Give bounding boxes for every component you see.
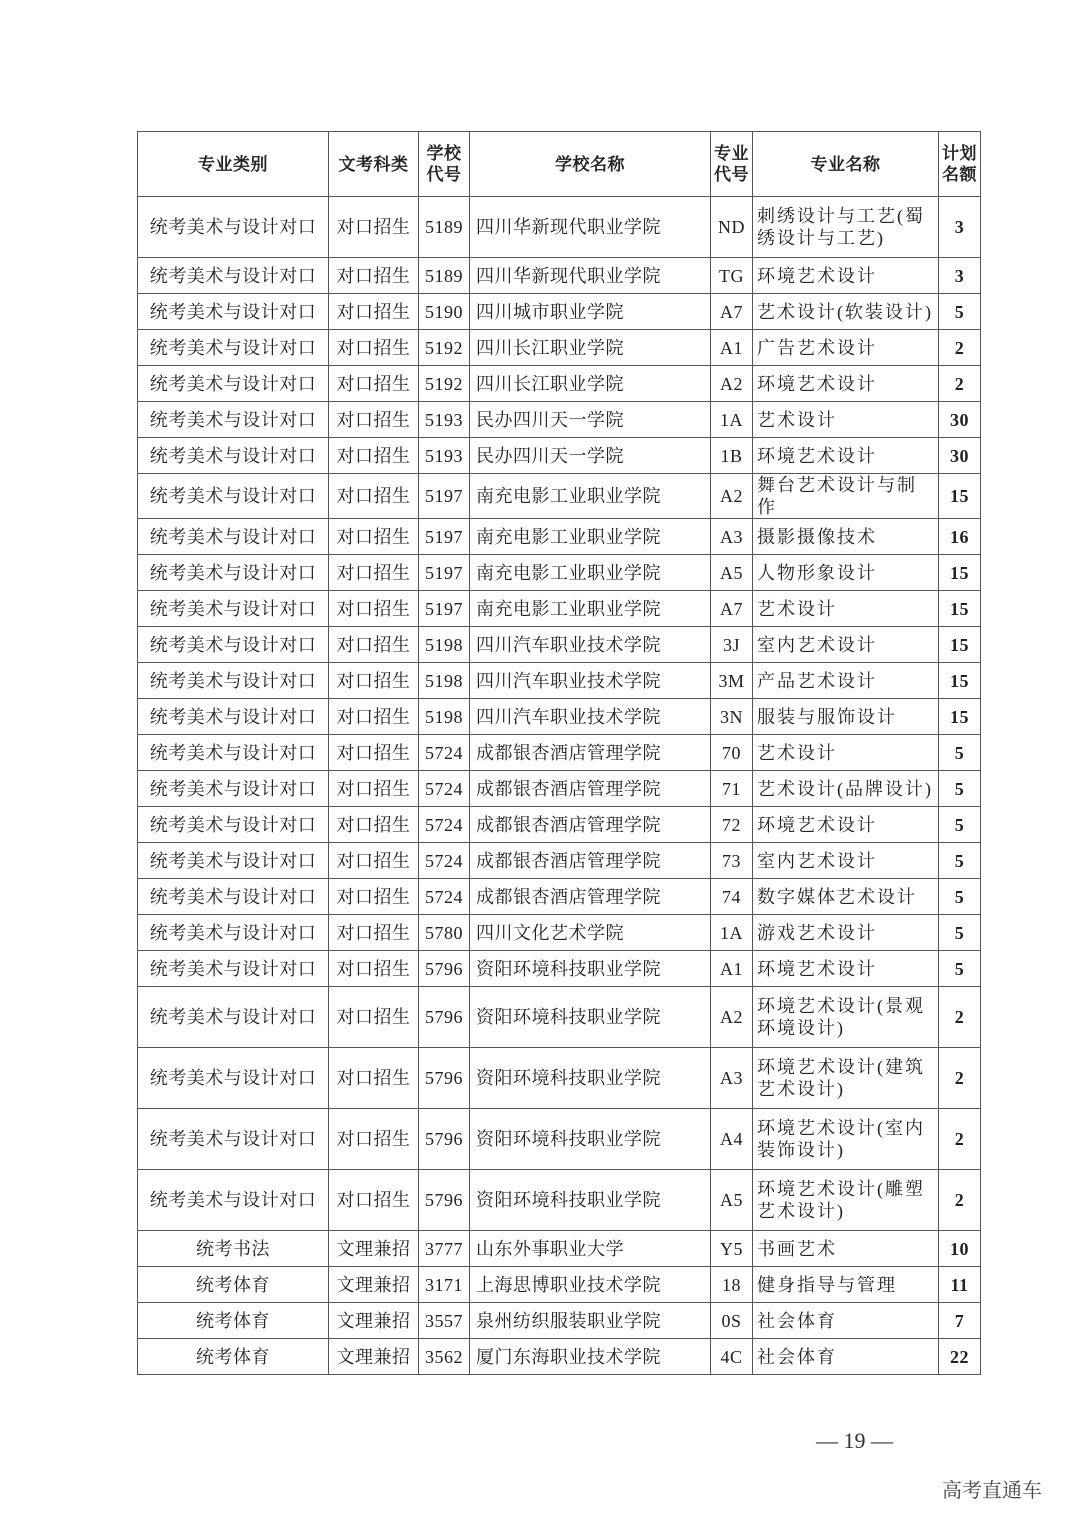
cell-school-code: 5192 — [419, 330, 470, 366]
cell-school-name: 四川汽车职业技术学院 — [470, 699, 711, 735]
cell-school-code: 5189 — [419, 197, 470, 258]
table-row — [138, 627, 981, 663]
cell-school-name: 成都银杏酒店管理学院 — [470, 843, 711, 879]
cell-quota: 2 — [939, 1170, 981, 1231]
header-school-code: 学校代号 — [419, 132, 470, 197]
cell-subject-type: 对口招生 — [329, 519, 419, 555]
cell-major-code: 71 — [711, 771, 753, 807]
header-quota: 计划名额 — [939, 132, 981, 197]
cell-major-code: 73 — [711, 843, 753, 879]
cell-quota: 2 — [939, 1048, 981, 1109]
cell-subject-type: 对口招生 — [329, 987, 419, 1048]
page-number: — 19 — — [816, 1428, 893, 1453]
cell-school-code: 5724 — [419, 843, 470, 879]
cell-major-code: TG — [711, 258, 753, 294]
watermark: 高考直通车 — [942, 1480, 1042, 1502]
cell-school-code: 5198 — [419, 699, 470, 735]
cell-quota: 15 — [939, 663, 981, 699]
cell-school-name: 山东外事职业大学 — [470, 1231, 711, 1267]
cell-subject-type: 对口招生 — [329, 663, 419, 699]
cell-subject-type: 对口招生 — [329, 555, 419, 591]
table-row — [138, 402, 981, 438]
cell-major-name: 环境艺术设计 — [753, 438, 939, 474]
cell-school-code: 5197 — [419, 474, 470, 519]
cell-school-code: 5189 — [419, 258, 470, 294]
cell-quota: 2 — [939, 1109, 981, 1170]
cell-subject-type: 对口招生 — [329, 951, 419, 987]
cell-quota: 5 — [939, 843, 981, 879]
cell-quota: 15 — [939, 627, 981, 663]
cell-school-name: 资阳环境科技职业学院 — [470, 951, 711, 987]
cell-major-code: A3 — [711, 1048, 753, 1109]
cell-major-code: A2 — [711, 987, 753, 1048]
cell-quota: 15 — [939, 591, 981, 627]
cell-quota: 2 — [939, 366, 981, 402]
cell-school-name: 四川华新现代职业学院 — [470, 258, 711, 294]
cell-category: 统考美术与设计对口 — [138, 366, 329, 402]
cell-subject-type: 文理兼招 — [329, 1231, 419, 1267]
cell-quota: 2 — [939, 330, 981, 366]
cell-quota: 7 — [939, 1303, 981, 1339]
cell-quota: 5 — [939, 807, 981, 843]
cell-major-code: 4C — [711, 1339, 753, 1375]
cell-category: 统考美术与设计对口 — [138, 330, 329, 366]
cell-subject-type: 对口招生 — [329, 735, 419, 771]
table-row — [138, 197, 981, 258]
cell-major-name: 人物形象设计 — [753, 555, 939, 591]
cell-school-code: 5796 — [419, 987, 470, 1048]
table-row — [138, 1339, 981, 1375]
table-row — [138, 699, 981, 735]
cell-category: 统考美术与设计对口 — [138, 555, 329, 591]
cell-major-code: A2 — [711, 474, 753, 519]
cell-major-code: Y5 — [711, 1231, 753, 1267]
cell-category: 统考美术与设计对口 — [138, 197, 329, 258]
cell-major-name: 艺术设计(品牌设计) — [753, 771, 939, 807]
cell-school-name: 上海思博职业技术学院 — [470, 1267, 711, 1303]
cell-school-code: 5193 — [419, 402, 470, 438]
table-row — [138, 1231, 981, 1267]
cell-major-name: 广告艺术设计 — [753, 330, 939, 366]
cell-school-name: 四川汽车职业技术学院 — [470, 663, 711, 699]
cell-quota: 5 — [939, 294, 981, 330]
table-row — [138, 987, 981, 1048]
cell-school-name: 厦门东海职业技术学院 — [470, 1339, 711, 1375]
cell-major-code: A3 — [711, 519, 753, 555]
cell-quota: 3 — [939, 258, 981, 294]
cell-school-code: 5780 — [419, 915, 470, 951]
table-row — [138, 771, 981, 807]
cell-quota: 30 — [939, 438, 981, 474]
cell-subject-type: 对口招生 — [329, 1170, 419, 1231]
cell-major-code: 74 — [711, 879, 753, 915]
cell-subject-type: 对口招生 — [329, 330, 419, 366]
cell-school-code: 5724 — [419, 807, 470, 843]
cell-subject-type: 对口招生 — [329, 1048, 419, 1109]
cell-school-code: 3562 — [419, 1339, 470, 1375]
table-row — [138, 366, 981, 402]
cell-school-code: 5190 — [419, 294, 470, 330]
cell-school-name: 四川城市职业学院 — [470, 294, 711, 330]
cell-school-code: 3557 — [419, 1303, 470, 1339]
cell-school-code: 3777 — [419, 1231, 470, 1267]
cell-school-code: 5198 — [419, 627, 470, 663]
cell-subject-type: 对口招生 — [329, 879, 419, 915]
cell-subject-type: 对口招生 — [329, 771, 419, 807]
cell-school-code: 5796 — [419, 1170, 470, 1231]
table-row — [138, 258, 981, 294]
cell-category: 统考美术与设计对口 — [138, 1170, 329, 1231]
cell-school-name: 资阳环境科技职业学院 — [470, 1170, 711, 1231]
cell-major-code: 0S — [711, 1303, 753, 1339]
cell-quota: 11 — [939, 1267, 981, 1303]
cell-category: 统考体育 — [138, 1267, 329, 1303]
cell-major-name: 服装与服饰设计 — [753, 699, 939, 735]
table-row — [138, 438, 981, 474]
cell-category: 统考美术与设计对口 — [138, 771, 329, 807]
cell-school-name: 资阳环境科技职业学院 — [470, 1048, 711, 1109]
cell-major-name: 健身指导与管理 — [753, 1267, 939, 1303]
table-row — [138, 555, 981, 591]
cell-major-name: 社会体育 — [753, 1339, 939, 1375]
cell-category: 统考美术与设计对口 — [138, 1048, 329, 1109]
cell-major-code: 1B — [711, 438, 753, 474]
cell-major-name: 室内艺术设计 — [753, 627, 939, 663]
cell-subject-type: 对口招生 — [329, 591, 419, 627]
cell-quota: 16 — [939, 519, 981, 555]
cell-subject-type: 对口招生 — [329, 402, 419, 438]
header-major-code: 专业代号 — [711, 132, 753, 197]
cell-quota: 10 — [939, 1231, 981, 1267]
cell-category: 统考美术与设计对口 — [138, 591, 329, 627]
table-row — [138, 663, 981, 699]
cell-school-name: 成都银杏酒店管理学院 — [470, 807, 711, 843]
cell-school-name: 资阳环境科技职业学院 — [470, 987, 711, 1048]
cell-category: 统考美术与设计对口 — [138, 843, 329, 879]
table-row — [138, 1048, 981, 1109]
cell-major-name: 刺绣设计与工艺(蜀绣设计与工艺) — [753, 197, 939, 258]
cell-quota: 15 — [939, 699, 981, 735]
cell-school-name: 泉州纺织服装职业学院 — [470, 1303, 711, 1339]
cell-category: 统考体育 — [138, 1303, 329, 1339]
cell-subject-type: 文理兼招 — [329, 1303, 419, 1339]
cell-school-name: 四川长江职业学院 — [470, 366, 711, 402]
cell-category: 统考美术与设计对口 — [138, 627, 329, 663]
cell-major-code: A1 — [711, 951, 753, 987]
table-row — [138, 591, 981, 627]
cell-school-name: 四川长江职业学院 — [470, 330, 711, 366]
cell-major-name: 数字媒体艺术设计 — [753, 879, 939, 915]
cell-major-name: 舞台艺术设计与制作 — [753, 474, 939, 519]
table-row — [138, 951, 981, 987]
cell-subject-type: 对口招生 — [329, 807, 419, 843]
cell-school-code: 5193 — [419, 438, 470, 474]
table-row — [138, 330, 981, 366]
cell-category: 统考书法 — [138, 1231, 329, 1267]
cell-subject-type: 对口招生 — [329, 197, 419, 258]
cell-category: 统考美术与设计对口 — [138, 663, 329, 699]
cell-major-name: 环境艺术设计(建筑艺术设计) — [753, 1048, 939, 1109]
cell-major-name: 游戏艺术设计 — [753, 915, 939, 951]
table-header-row — [138, 132, 981, 197]
table-row — [138, 915, 981, 951]
admission-plan-table — [137, 131, 981, 1375]
cell-school-name: 民办四川天一学院 — [470, 438, 711, 474]
cell-major-name: 社会体育 — [753, 1303, 939, 1339]
cell-category: 统考美术与设计对口 — [138, 807, 329, 843]
cell-school-name: 四川汽车职业技术学院 — [470, 627, 711, 663]
header-major-name: 专业名称 — [753, 132, 939, 197]
cell-major-name: 艺术设计 — [753, 402, 939, 438]
cell-school-code: 5197 — [419, 591, 470, 627]
cell-major-name: 书画艺术 — [753, 1231, 939, 1267]
table-row — [138, 474, 981, 519]
cell-category: 统考美术与设计对口 — [138, 987, 329, 1048]
cell-subject-type: 对口招生 — [329, 366, 419, 402]
cell-school-code: 5197 — [419, 519, 470, 555]
cell-quota: 22 — [939, 1339, 981, 1375]
cell-category: 统考美术与设计对口 — [138, 699, 329, 735]
cell-category: 统考美术与设计对口 — [138, 735, 329, 771]
cell-major-name: 环境艺术设计(景观环境设计) — [753, 987, 939, 1048]
cell-quota: 30 — [939, 402, 981, 438]
cell-subject-type: 对口招生 — [329, 699, 419, 735]
cell-major-name: 艺术设计 — [753, 735, 939, 771]
cell-major-name: 艺术设计(软装设计) — [753, 294, 939, 330]
cell-school-name: 南充电影工业职业学院 — [470, 474, 711, 519]
cell-major-code: A2 — [711, 366, 753, 402]
cell-subject-type: 文理兼招 — [329, 1339, 419, 1375]
cell-school-name: 四川华新现代职业学院 — [470, 197, 711, 258]
table-row — [138, 1303, 981, 1339]
cell-major-code: 3J — [711, 627, 753, 663]
cell-school-code: 5192 — [419, 366, 470, 402]
cell-major-name: 摄影摄像技术 — [753, 519, 939, 555]
cell-quota: 5 — [939, 771, 981, 807]
cell-major-name: 环境艺术设计(雕塑艺术设计) — [753, 1170, 939, 1231]
cell-school-name: 四川文化艺术学院 — [470, 915, 711, 951]
cell-school-name: 资阳环境科技职业学院 — [470, 1109, 711, 1170]
cell-major-code: 3M — [711, 663, 753, 699]
cell-subject-type: 对口招生 — [329, 438, 419, 474]
cell-category: 统考美术与设计对口 — [138, 519, 329, 555]
cell-school-code: 5724 — [419, 771, 470, 807]
header-subject-type: 文考科类 — [329, 132, 419, 197]
cell-major-name: 环境艺术设计 — [753, 807, 939, 843]
cell-category: 统考美术与设计对口 — [138, 402, 329, 438]
cell-major-code: 18 — [711, 1267, 753, 1303]
cell-school-name: 南充电影工业职业学院 — [470, 591, 711, 627]
cell-subject-type: 对口招生 — [329, 294, 419, 330]
table-row — [138, 519, 981, 555]
cell-major-code: 1A — [711, 402, 753, 438]
table-body — [138, 197, 981, 1375]
cell-category: 统考美术与设计对口 — [138, 258, 329, 294]
cell-major-name: 环境艺术设计 — [753, 951, 939, 987]
cell-category: 统考美术与设计对口 — [138, 879, 329, 915]
cell-school-code: 5198 — [419, 663, 470, 699]
cell-school-code: 5197 — [419, 555, 470, 591]
cell-category: 统考美术与设计对口 — [138, 438, 329, 474]
cell-major-code: 72 — [711, 807, 753, 843]
cell-school-code: 5724 — [419, 735, 470, 771]
cell-category: 统考体育 — [138, 1339, 329, 1375]
cell-major-name: 环境艺术设计 — [753, 258, 939, 294]
cell-subject-type: 对口招生 — [329, 1109, 419, 1170]
cell-subject-type: 对口招生 — [329, 915, 419, 951]
table-row — [138, 843, 981, 879]
cell-subject-type: 对口招生 — [329, 843, 419, 879]
cell-category: 统考美术与设计对口 — [138, 1109, 329, 1170]
cell-subject-type: 文理兼招 — [329, 1267, 419, 1303]
cell-major-code: 3N — [711, 699, 753, 735]
cell-major-code: A4 — [711, 1109, 753, 1170]
cell-subject-type: 对口招生 — [329, 627, 419, 663]
cell-school-name: 成都银杏酒店管理学院 — [470, 771, 711, 807]
table-row — [138, 807, 981, 843]
cell-major-code: A5 — [711, 555, 753, 591]
cell-major-code: A5 — [711, 1170, 753, 1231]
table-row — [138, 735, 981, 771]
cell-quota: 5 — [939, 735, 981, 771]
cell-school-code: 5724 — [419, 879, 470, 915]
cell-school-name: 南充电影工业职业学院 — [470, 555, 711, 591]
header-category: 专业类别 — [138, 132, 329, 197]
cell-quota: 3 — [939, 197, 981, 258]
cell-major-name: 产品艺术设计 — [753, 663, 939, 699]
cell-major-code: A7 — [711, 591, 753, 627]
cell-quota: 5 — [939, 879, 981, 915]
table-row — [138, 294, 981, 330]
table-row — [138, 1267, 981, 1303]
cell-subject-type: 对口招生 — [329, 258, 419, 294]
cell-quota: 2 — [939, 987, 981, 1048]
cell-major-code: ND — [711, 197, 753, 258]
cell-school-name: 民办四川天一学院 — [470, 402, 711, 438]
cell-major-name: 艺术设计 — [753, 591, 939, 627]
cell-school-name: 南充电影工业职业学院 — [470, 519, 711, 555]
cell-school-name: 成都银杏酒店管理学院 — [470, 735, 711, 771]
cell-major-name: 室内艺术设计 — [753, 843, 939, 879]
cell-quota: 15 — [939, 555, 981, 591]
cell-subject-type: 对口招生 — [329, 474, 419, 519]
cell-category: 统考美术与设计对口 — [138, 951, 329, 987]
cell-quota: 5 — [939, 951, 981, 987]
cell-major-name: 环境艺术设计 — [753, 366, 939, 402]
cell-quota: 15 — [939, 474, 981, 519]
header-school-name: 学校名称 — [470, 132, 711, 197]
cell-school-code: 5796 — [419, 1048, 470, 1109]
cell-major-code: 70 — [711, 735, 753, 771]
cell-school-code: 5796 — [419, 1109, 470, 1170]
cell-category: 统考美术与设计对口 — [138, 474, 329, 519]
table-row — [138, 1170, 981, 1231]
cell-school-code: 3171 — [419, 1267, 470, 1303]
table-row — [138, 1109, 981, 1170]
cell-category: 统考美术与设计对口 — [138, 915, 329, 951]
cell-major-name: 环境艺术设计(室内装饰设计) — [753, 1109, 939, 1170]
cell-quota: 5 — [939, 915, 981, 951]
table-row — [138, 879, 981, 915]
cell-major-code: A7 — [711, 294, 753, 330]
cell-school-code: 5796 — [419, 951, 470, 987]
cell-major-code: A1 — [711, 330, 753, 366]
cell-category: 统考美术与设计对口 — [138, 294, 329, 330]
cell-major-code: 1A — [711, 915, 753, 951]
cell-school-name: 成都银杏酒店管理学院 — [470, 879, 711, 915]
